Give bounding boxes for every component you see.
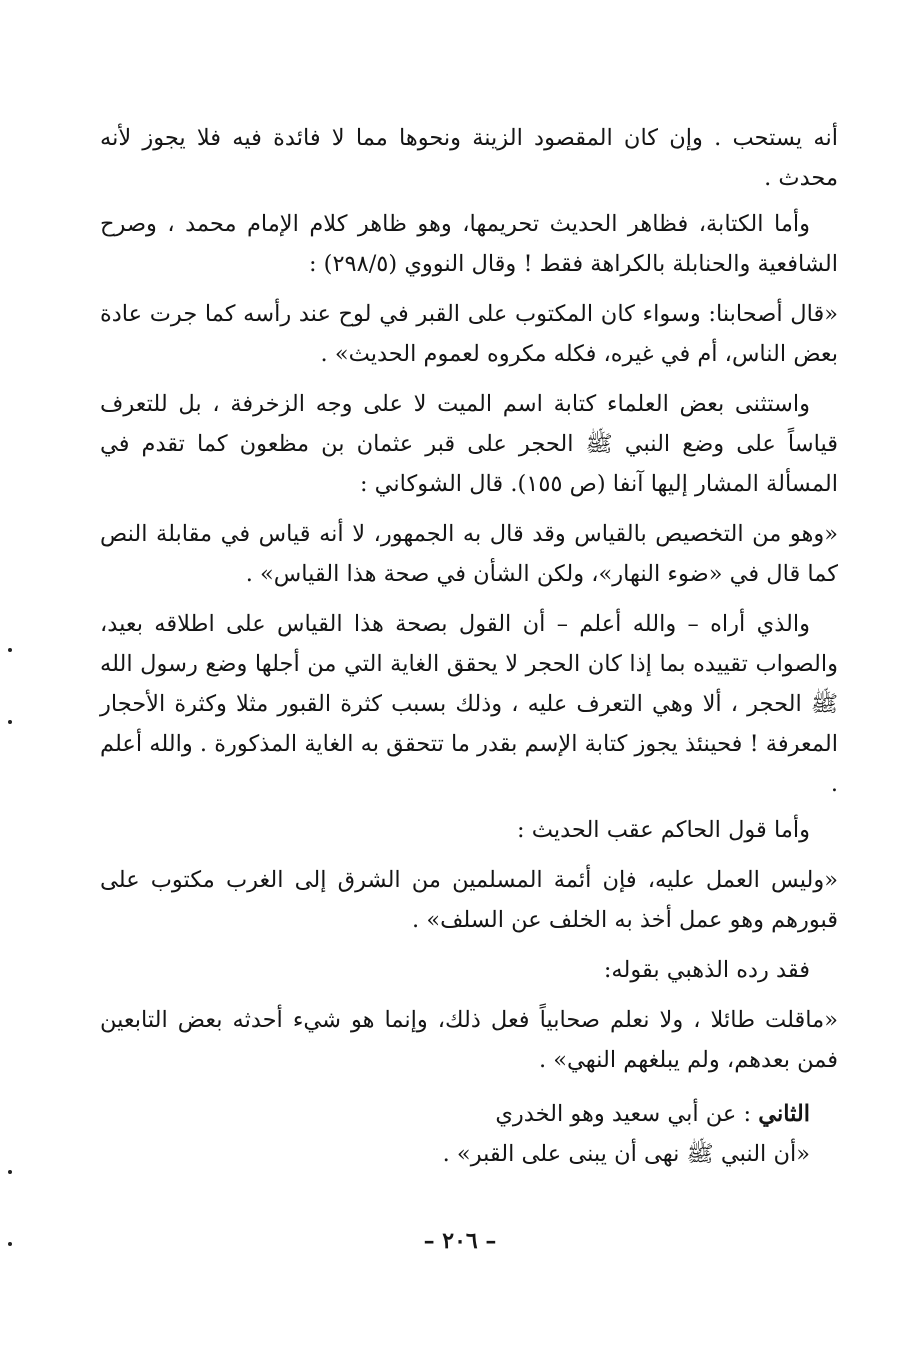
quote-shawkani: «وهو من التخصيص بالقياس وقد قال به الجمهور، لا أنه قياس في مقابلة النص كما قال في «ضوء النهار»، ولكن الشأن في صحة هذا القياس» .: [100, 521, 838, 587]
second-intro: : عن أبي سعيد وهو الخدري: [495, 1101, 752, 1127]
paragraph-7: وأما قول الحاكم عقب الحديث :: [517, 817, 810, 843]
second-heading: الثاني: [758, 1101, 810, 1127]
scan-speck: [8, 1170, 12, 1174]
scan-speck: [8, 720, 12, 724]
paragraph-2: وأما الكتابة، فظاهر الحديث تحريمها، وهو ظاهر كلام الإمام محمد ، وصرح الشافعية والحنابلة بالكراهة فقط ! وقال النووي (٢٩٨/٥) :: [100, 211, 838, 277]
scan-speck: [8, 648, 12, 652]
paragraph-6: والذي أراه – والله أعلم – أن القول بصحة هذا القياس على اطلاقه بعيد، والصواب تقييده بما إذا كان الحجر لا يحقق الغاية التي من أجلها وضع رسول الله ﷺ الحجر ، ألا وهي التعرف عليه ، وذلك بسبب كثرة القبور مثلا وكثرة الأحجار المعرفة ! فحينئذ يجوز كتابة الإسم بقدر ما تتحقق به الغاية المذكورة . والله أعلم .: [100, 611, 838, 797]
paragraph-1: أنه يستحب . وإن كان المقصود الزينة ونحوها مما لا فائدة فيه فلا يجوز لأنه محدث .: [100, 125, 838, 191]
second-hadith-line: [100, 1094, 838, 1134]
paragraph-4: واستثنى بعض العلماء كتابة اسم الميت لا على وجه الزخرفة ، بل للتعرف قياساً على وضع النبي ﷺ الحجر على قبر عثمان بن مظعون كما تقدم في المسألة المشار إليها آنفا (ص ١٥٥). قال الشوكاني :: [100, 391, 838, 497]
quote-dhahabi: «ماقلت طائلا ، ولا نعلم صحابياً فعل ذلك، وإنما هو شيء أحدثه بعض التابعين فمن بعدهم، ولم يبلغهم النهي» .: [100, 1007, 838, 1073]
quote-hakim: «وليس العمل عليه، فإن أئمة المسلمين من الشرق إلى الغرب مكتوب على قبورهم وهو عمل أخذ به الخلف عن السلف» .: [100, 867, 838, 933]
page-body: [100, 118, 838, 1174]
scan-speck: [8, 1242, 12, 1246]
quote-nawawi: «قال أصحابنا: وسواء كان المكتوب على القبر في لوح عند رأسه كما جرت عادة بعض الناس، أم في غيره، فكله مكروه لعموم الحديث» .: [100, 301, 838, 367]
page-number: – ٢٠٦ –: [423, 1228, 497, 1254]
second-quote: «أن النبي ﷺ نهى أن يبنى على القبر» .: [442, 1141, 810, 1167]
paragraph-9: فقد رده الذهبي بقوله:: [603, 957, 810, 983]
